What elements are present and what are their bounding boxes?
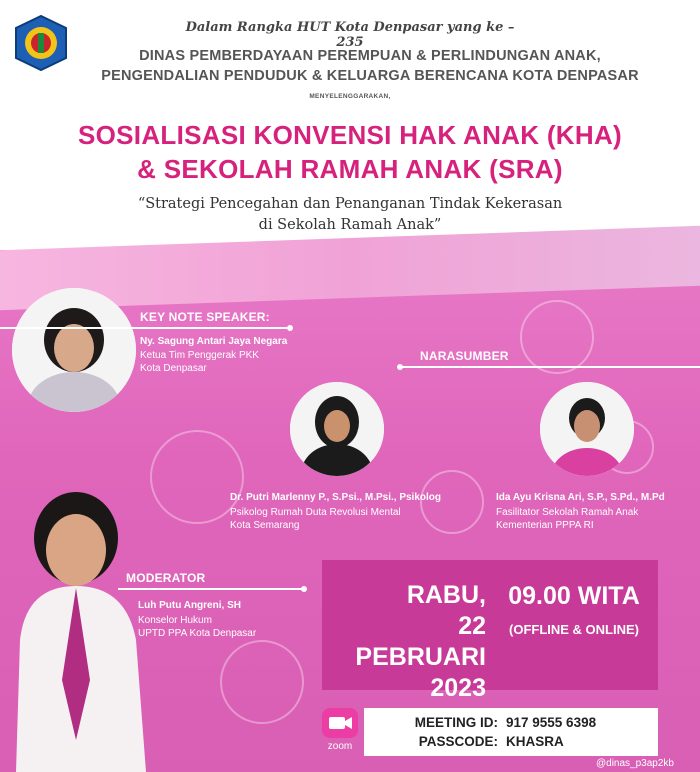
event-title-line-1: SOSIALISASI KONVENSI HAK ANAK (KHA)	[77, 120, 622, 150]
meeting-id-value[interactable]: 917 9555 6398	[506, 715, 597, 730]
speaker-photo-2	[540, 382, 634, 476]
person-silhouette-icon	[540, 382, 634, 476]
narasumber-divider	[400, 366, 700, 368]
organizer-line-1: DINAS PEMBERDAYAAN PEREMPUAN & PERLINDUNGAN ANAK,	[139, 48, 601, 64]
schedule-day: RABU,	[406, 581, 486, 609]
keynote-name: Ny. Sagung Antari Jaya Negara	[140, 336, 288, 347]
zoom-icon[interactable]	[322, 708, 358, 738]
zoom-label: zoom	[327, 741, 353, 752]
event-subtitle-line-1: “Strategi Pencegahan dan Penanganan Tindak Kekerasan	[137, 196, 563, 212]
narasumber-divider-dot	[397, 364, 403, 370]
keynote-divider	[0, 327, 290, 329]
host-label: MENYELENGGARAKAN,	[309, 93, 391, 100]
passcode-label: PASSCODE:	[418, 734, 498, 749]
keynote-role-line-2: Kota Denpasar	[140, 363, 207, 374]
passcode-value[interactable]: KHASRA	[506, 734, 564, 749]
speaker-1-role-line-2: Kota Semarang	[230, 520, 300, 531]
moderator-photo	[6, 490, 152, 772]
schedule-mode: (OFFLINE & ONLINE)	[509, 622, 639, 637]
keynote-role-line-1: Ketua Tim Penggerak PKK	[140, 350, 259, 361]
video-camera-icon	[322, 708, 358, 738]
speaker-2-role-line-1: Fasilitator Sekolah Ramah Anak	[496, 507, 639, 518]
speaker-1-role-line-1: Psikolog Rumah Duta Revolusi Mental	[230, 507, 401, 518]
organizer-line-2: PENGENDALIAN PENDUDUK & KELUARGA BERENCANA KOTA DENPASAR	[101, 68, 639, 84]
moderator-role-line-1: Konselor Hukum	[138, 615, 212, 626]
keynote-label: KEY NOTE SPEAKER:	[140, 310, 270, 324]
moderator-role-line-2: UPTD PPA Kota Denpasar	[138, 628, 257, 639]
instagram-handle: @dinas_p3ap2kb	[596, 758, 674, 769]
keynote-divider-dot	[287, 325, 293, 331]
keynote-speaker-photo	[12, 288, 136, 412]
moderator-divider-dot	[301, 586, 307, 592]
meeting-id-label: MEETING ID:	[414, 715, 498, 730]
schedule-year: 2023	[430, 674, 486, 702]
schedule-date-value: 22 PEBRUARI	[355, 612, 486, 671]
denpasar-logo-icon	[12, 14, 70, 72]
speaker-1-name: Dr. Putri Marlenny P., S.Psi., M.Psi., Psikolog	[230, 492, 441, 503]
doodle-circle	[220, 640, 304, 724]
person-silhouette-icon	[12, 288, 136, 412]
person-silhouette-icon	[290, 382, 384, 476]
speaker-2-name: Ida Ayu Krisna Ari, S.P., S.Pd., M.Pd	[496, 492, 665, 503]
doodle-circle	[520, 300, 594, 374]
narasumber-label: NARASUMBER	[420, 349, 509, 363]
moderator-divider	[118, 588, 304, 590]
speaker-photo-1	[290, 382, 384, 476]
schedule-time: 09.00 WITA	[508, 582, 640, 610]
hut-subtitle: Dalam Rangka HUT Kota Denpasar yang ke – 235	[185, 20, 515, 50]
moderator-name: Luh Putu Angreni, SH	[138, 600, 241, 611]
schedule-date	[328, 580, 486, 704]
event-title-line-2: & SEKOLAH RAMAH ANAK (SRA)	[137, 154, 563, 184]
speaker-2-role-line-2: Kementerian PPPA RI	[496, 520, 594, 531]
event-subtitle-line-2: di Sekolah Ramah Anak”	[258, 217, 442, 233]
moderator-label: MODERATOR	[126, 571, 206, 585]
